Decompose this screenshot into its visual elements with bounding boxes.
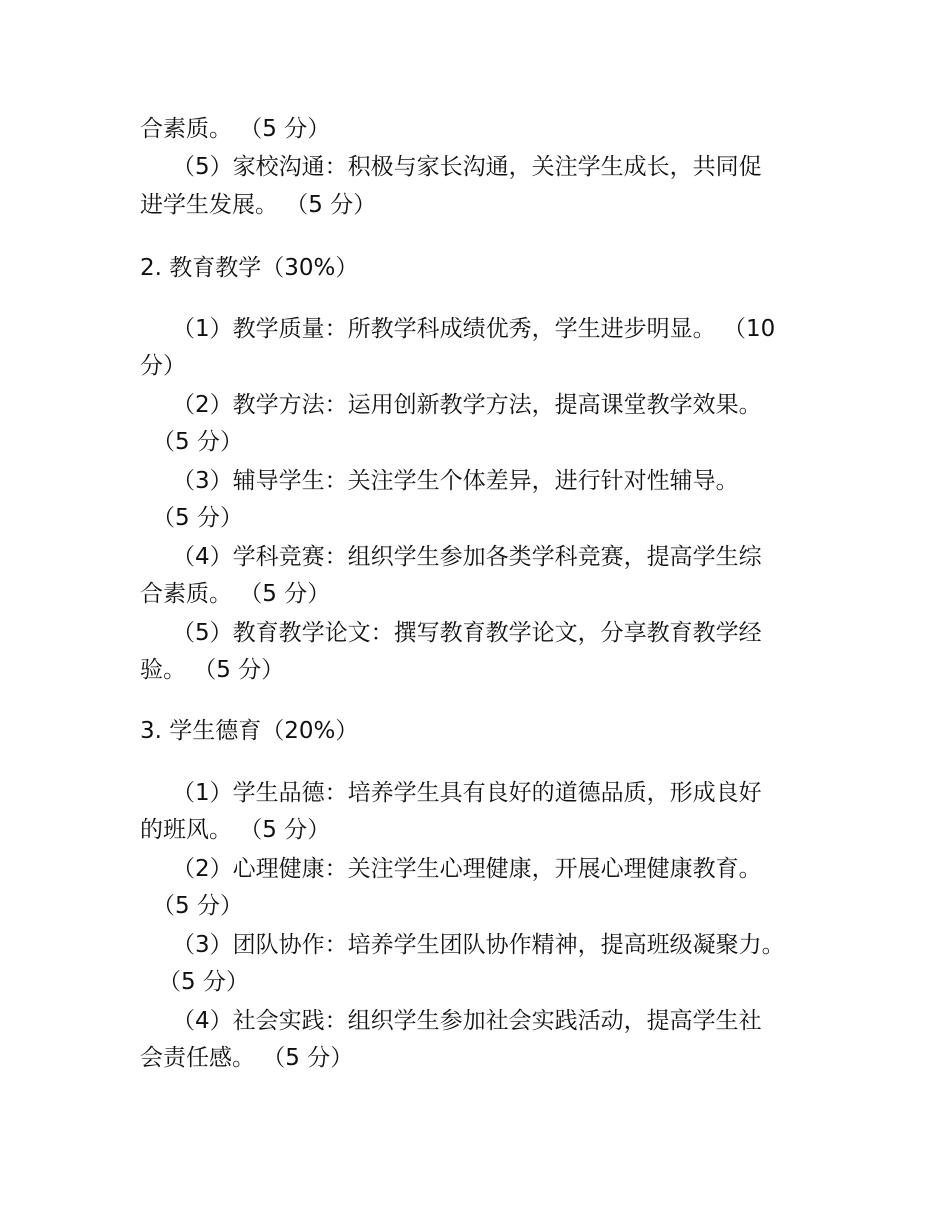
list-item-line: （1）学生品德：培养学生具有良好的道德品质，形成良好 bbox=[172, 780, 762, 806]
list-item-line: （1）教学质量：所教学科成绩优秀，学生进步明显。 （10 bbox=[172, 316, 776, 342]
paragraph-line: 进学生发展。 （5 分） bbox=[140, 192, 377, 218]
section-heading: 3. 学生德育（20%） bbox=[140, 718, 359, 744]
list-item-line: 验。 （5 分） bbox=[140, 657, 285, 683]
list-item-line: 会责任感。 （5 分） bbox=[140, 1045, 354, 1071]
paragraph-line: 合素质。 （5 分） bbox=[140, 116, 331, 142]
list-item-line: （3）辅导学生：关注学生个体差异，进行针对性辅导。 bbox=[172, 468, 739, 494]
list-item-line: （5 分） bbox=[152, 505, 243, 531]
list-item-line: 的班风。 （5 分） bbox=[140, 817, 331, 843]
list-item-line: （2）心理健康：关注学生心理健康，开展心理健康教育。 bbox=[172, 856, 762, 882]
list-item-line: （5 分） bbox=[158, 969, 249, 995]
paragraph-line: （5）家校沟通：积极与家长沟通，关注学生成长，共同促 bbox=[172, 154, 762, 180]
list-item-line: （5 分） bbox=[152, 429, 243, 455]
list-item-line: （4）社会实践：组织学生参加社会实践活动，提高学生社 bbox=[172, 1008, 762, 1034]
list-item-line: （5 分） bbox=[152, 893, 243, 919]
list-item-line: （3）团队协作：培养学生团队协作精神，提高班级凝聚力。 bbox=[172, 932, 785, 958]
list-item-line: （2）教学方法：运用创新教学方法，提高课堂教学效果。 bbox=[172, 392, 762, 418]
list-item-line: 分） bbox=[140, 353, 186, 379]
list-item-line: （5）教育教学论文：撰写教育教学论文，分享教育教学经 bbox=[172, 620, 762, 646]
list-item-line: 合素质。 （5 分） bbox=[140, 581, 331, 607]
list-item-line: （4）学科竞赛：组织学生参加各类学科竞赛，提高学生综 bbox=[172, 544, 762, 570]
section-heading: 2. 教育教学（30%） bbox=[140, 255, 359, 281]
